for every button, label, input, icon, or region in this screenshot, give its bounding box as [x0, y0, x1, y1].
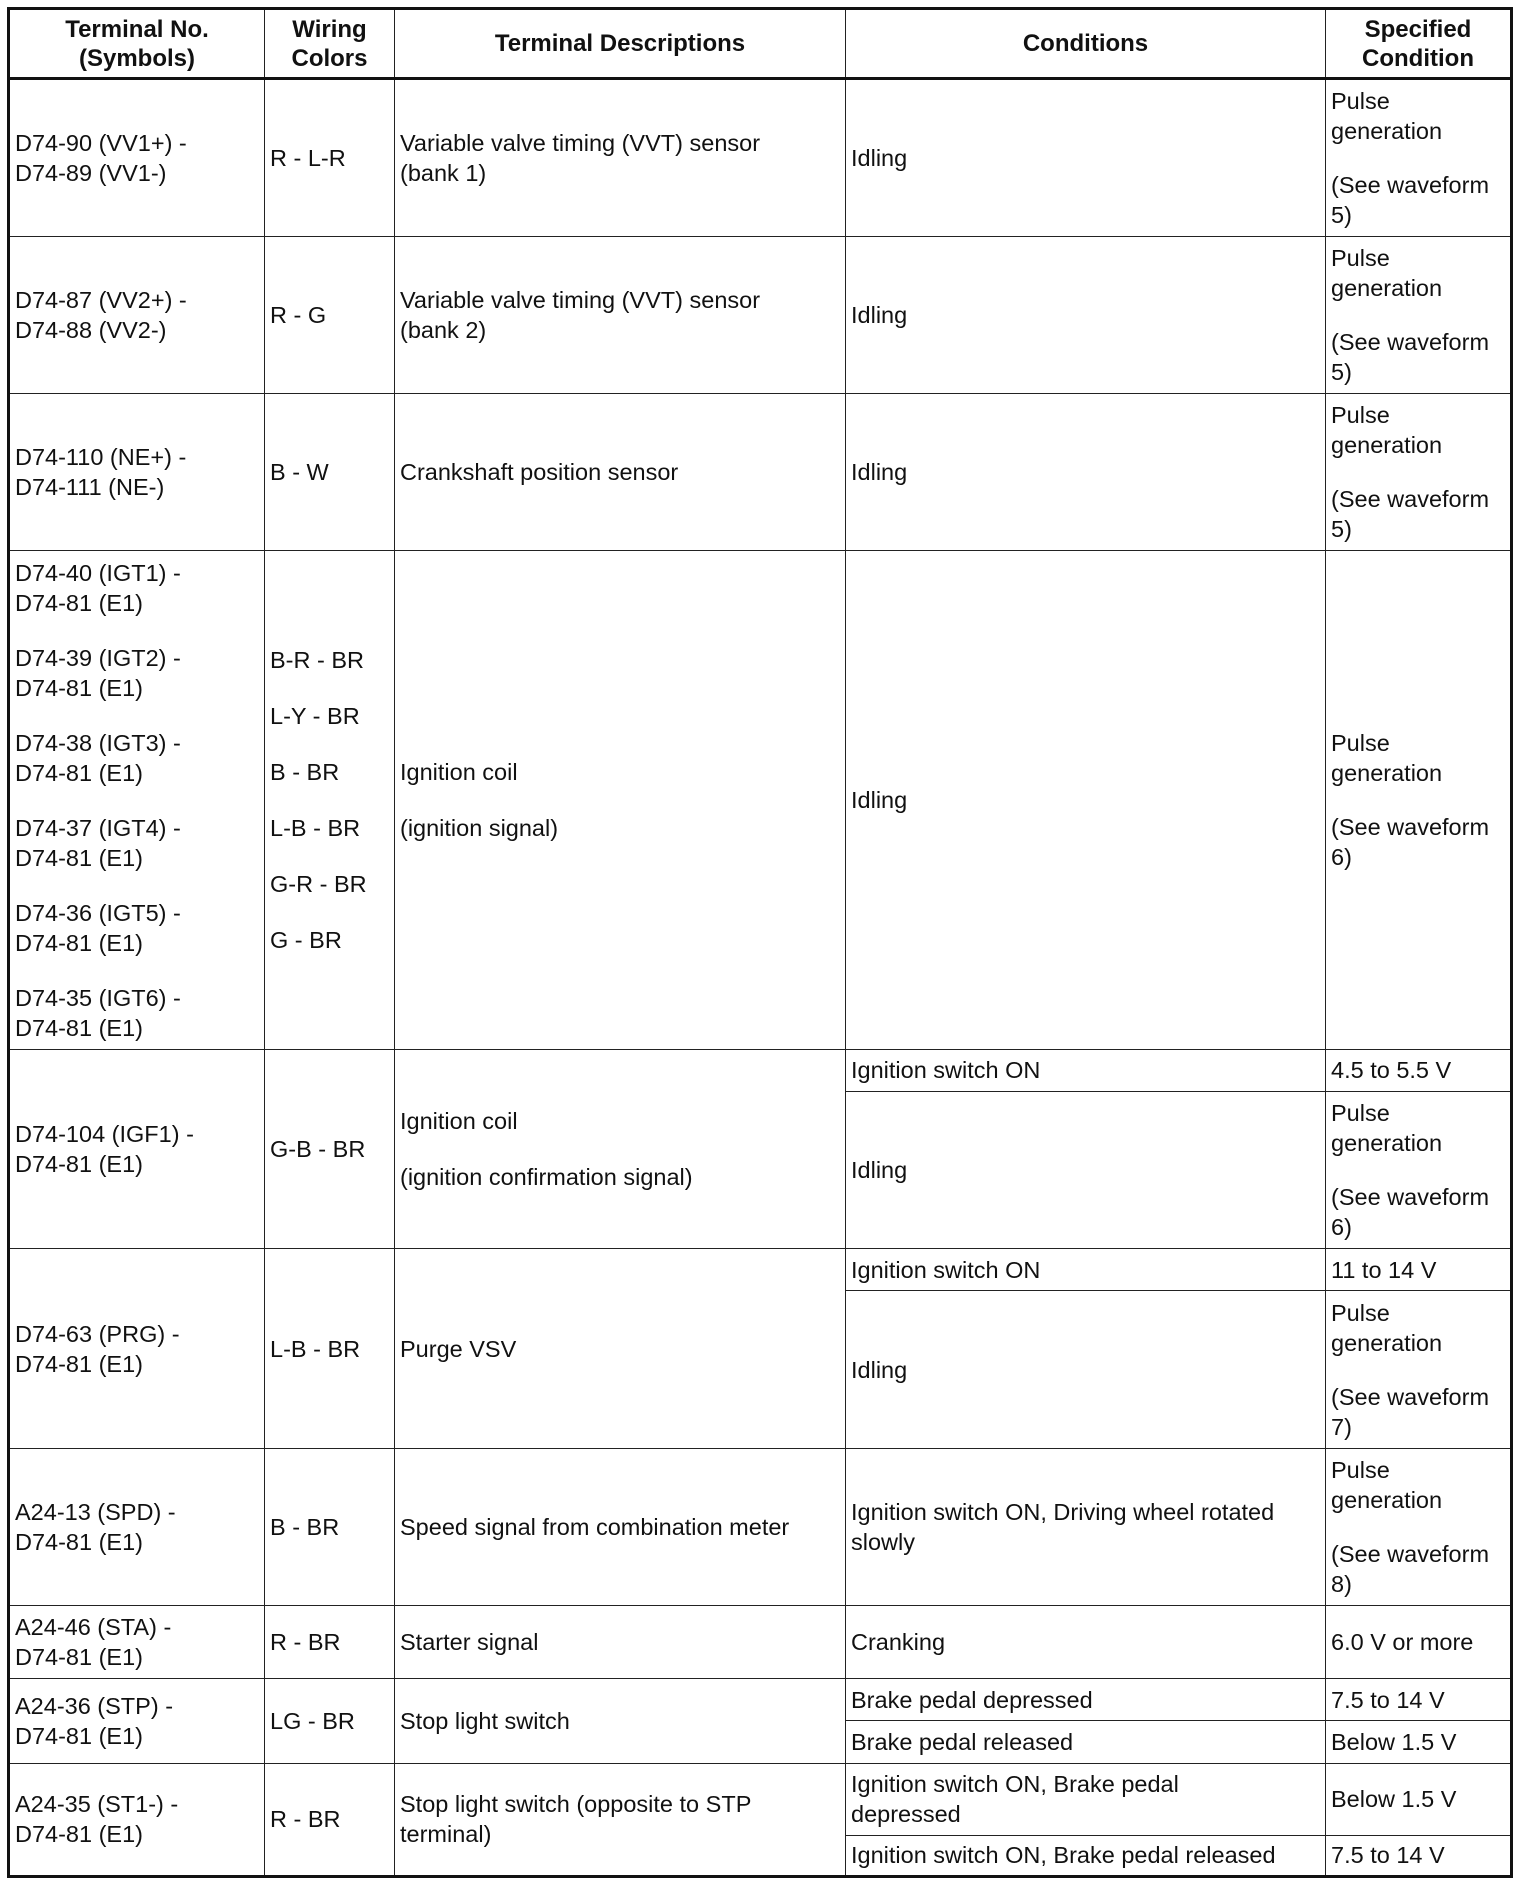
wiring-cell: R - G [265, 236, 395, 393]
header-conditions: Conditions [846, 9, 1326, 79]
wiring-cell: LG - BR [265, 1679, 395, 1763]
description-cell: Speed signal from combination meter [395, 1448, 846, 1605]
condition-cell: Idling [846, 394, 1326, 551]
spec-cell: Below 1.5 V [1326, 1721, 1512, 1763]
terminal-cell: A24-36 (STP) - D74-81 (E1) [9, 1679, 265, 1763]
description-cell: Crankshaft position sensor [395, 394, 846, 551]
spec-cell: Pulse generation (See waveform 8) [1326, 1448, 1512, 1605]
description-cell: Variable valve timing (VVT) sensor (bank 1) [395, 79, 846, 236]
header-description: Terminal Descriptions [395, 9, 846, 79]
condition-cell: Idling [846, 551, 1326, 1049]
condition-cell: Ignition switch ON [846, 1249, 1326, 1291]
spec-cell: 6.0 V or more [1326, 1606, 1512, 1679]
condition-cell: Brake pedal depressed [846, 1679, 1326, 1721]
spec-cell: Below 1.5 V [1326, 1763, 1512, 1835]
spec-cell: 4.5 to 5.5 V [1326, 1049, 1512, 1091]
description-cell: Stop light switch [395, 1679, 846, 1763]
spec-cell: Pulse generation (See waveform 6) [1326, 1091, 1512, 1248]
terminal-cell: A24-13 (SPD) - D74-81 (E1) [9, 1448, 265, 1605]
wiring-cell: R - L-R [265, 79, 395, 236]
wiring-cell: G-B - BR [265, 1049, 395, 1249]
wiring-cell: L-B - BR [265, 1249, 395, 1449]
table-row [9, 1249, 1512, 1291]
header-wiring: Wiring Colors [265, 9, 395, 79]
wiring-cell: R - BR [265, 1763, 395, 1876]
terminal-cell: D74-63 (PRG) - D74-81 (E1) [9, 1249, 265, 1449]
terminal-cell: D74-90 (VV1+) - D74-89 (VV1-) [9, 79, 265, 236]
table-row [9, 1606, 1512, 1679]
condition-cell: Ignition switch ON, Brake pedal released [846, 1835, 1326, 1876]
condition-cell: Cranking [846, 1606, 1326, 1679]
spec-cell: Pulse generation (See waveform 7) [1326, 1291, 1512, 1448]
terminal-cell: D74-40 (IGT1) - D74-81 (E1) D74-39 (IGT2) - D74-81 (E1) D74-38 (IGT3) - D74-81 (E1) D74-37 (IGT4) - D74-81 (E1) D74-36 (IGT5) - D74-81 (E1) D74-35 (IGT6) - D74-81 (E1) [9, 551, 265, 1049]
spec-cell: 7.5 to 14 V [1326, 1679, 1512, 1721]
terminal-cell: A24-35 (ST1-) - D74-81 (E1) [9, 1763, 265, 1876]
spec-cell: Pulse generation (See waveform 6) [1326, 551, 1512, 1049]
condition-cell: Ignition switch ON, Driving wheel rotated slowly [846, 1448, 1326, 1605]
table-row [9, 394, 1512, 551]
header-row [9, 9, 1512, 79]
terminal-cell: D74-87 (VV2+) - D74-88 (VV2-) [9, 236, 265, 393]
spec-cell: Pulse generation (See waveform 5) [1326, 394, 1512, 551]
table-row [9, 1763, 1512, 1835]
table-row [9, 236, 1512, 393]
terminal-cell: D74-104 (IGF1) - D74-81 (E1) [9, 1049, 265, 1249]
table-row [9, 1049, 1512, 1091]
terminal-spec-table [7, 7, 1513, 1878]
table-row [9, 1679, 1512, 1721]
header-specified: Specified Condition [1326, 9, 1512, 79]
condition-cell: Ignition switch ON [846, 1049, 1326, 1091]
wiring-cell: R - BR [265, 1606, 395, 1679]
description-cell: Stop light switch (opposite to STP terminal) [395, 1763, 846, 1876]
wiring-cell: B - W [265, 394, 395, 551]
condition-cell: Ignition switch ON, Brake pedal depressed [846, 1763, 1326, 1835]
condition-cell: Idling [846, 1291, 1326, 1448]
table-row [9, 551, 1512, 1049]
spec-cell: Pulse generation (See waveform 5) [1326, 236, 1512, 393]
wiring-cell: B - BR [265, 1448, 395, 1605]
spec-cell: Pulse generation (See waveform 5) [1326, 79, 1512, 236]
description-cell: Ignition coil (ignition confirmation signal) [395, 1049, 846, 1249]
condition-cell: Brake pedal released [846, 1721, 1326, 1763]
terminal-cell: A24-46 (STA) - D74-81 (E1) [9, 1606, 265, 1679]
header-terminal: Terminal No. (Symbols) [9, 9, 265, 79]
table-row [9, 1448, 1512, 1605]
terminal-cell: D74-110 (NE+) - D74-111 (NE-) [9, 394, 265, 551]
condition-cell: Idling [846, 79, 1326, 236]
description-cell: Purge VSV [395, 1249, 846, 1449]
spec-cell: 11 to 14 V [1326, 1249, 1512, 1291]
condition-cell: Idling [846, 236, 1326, 393]
condition-cell: Idling [846, 1091, 1326, 1248]
description-cell: Starter signal [395, 1606, 846, 1679]
description-cell: Variable valve timing (VVT) sensor (bank 2) [395, 236, 846, 393]
wiring-cell: B-R - BR L-Y - BR B - BR L-B - BR G-R - BR G - BR [265, 551, 395, 1049]
description-cell: Ignition coil (ignition signal) [395, 551, 846, 1049]
spec-cell: 7.5 to 14 V [1326, 1835, 1512, 1876]
table-row [9, 79, 1512, 236]
